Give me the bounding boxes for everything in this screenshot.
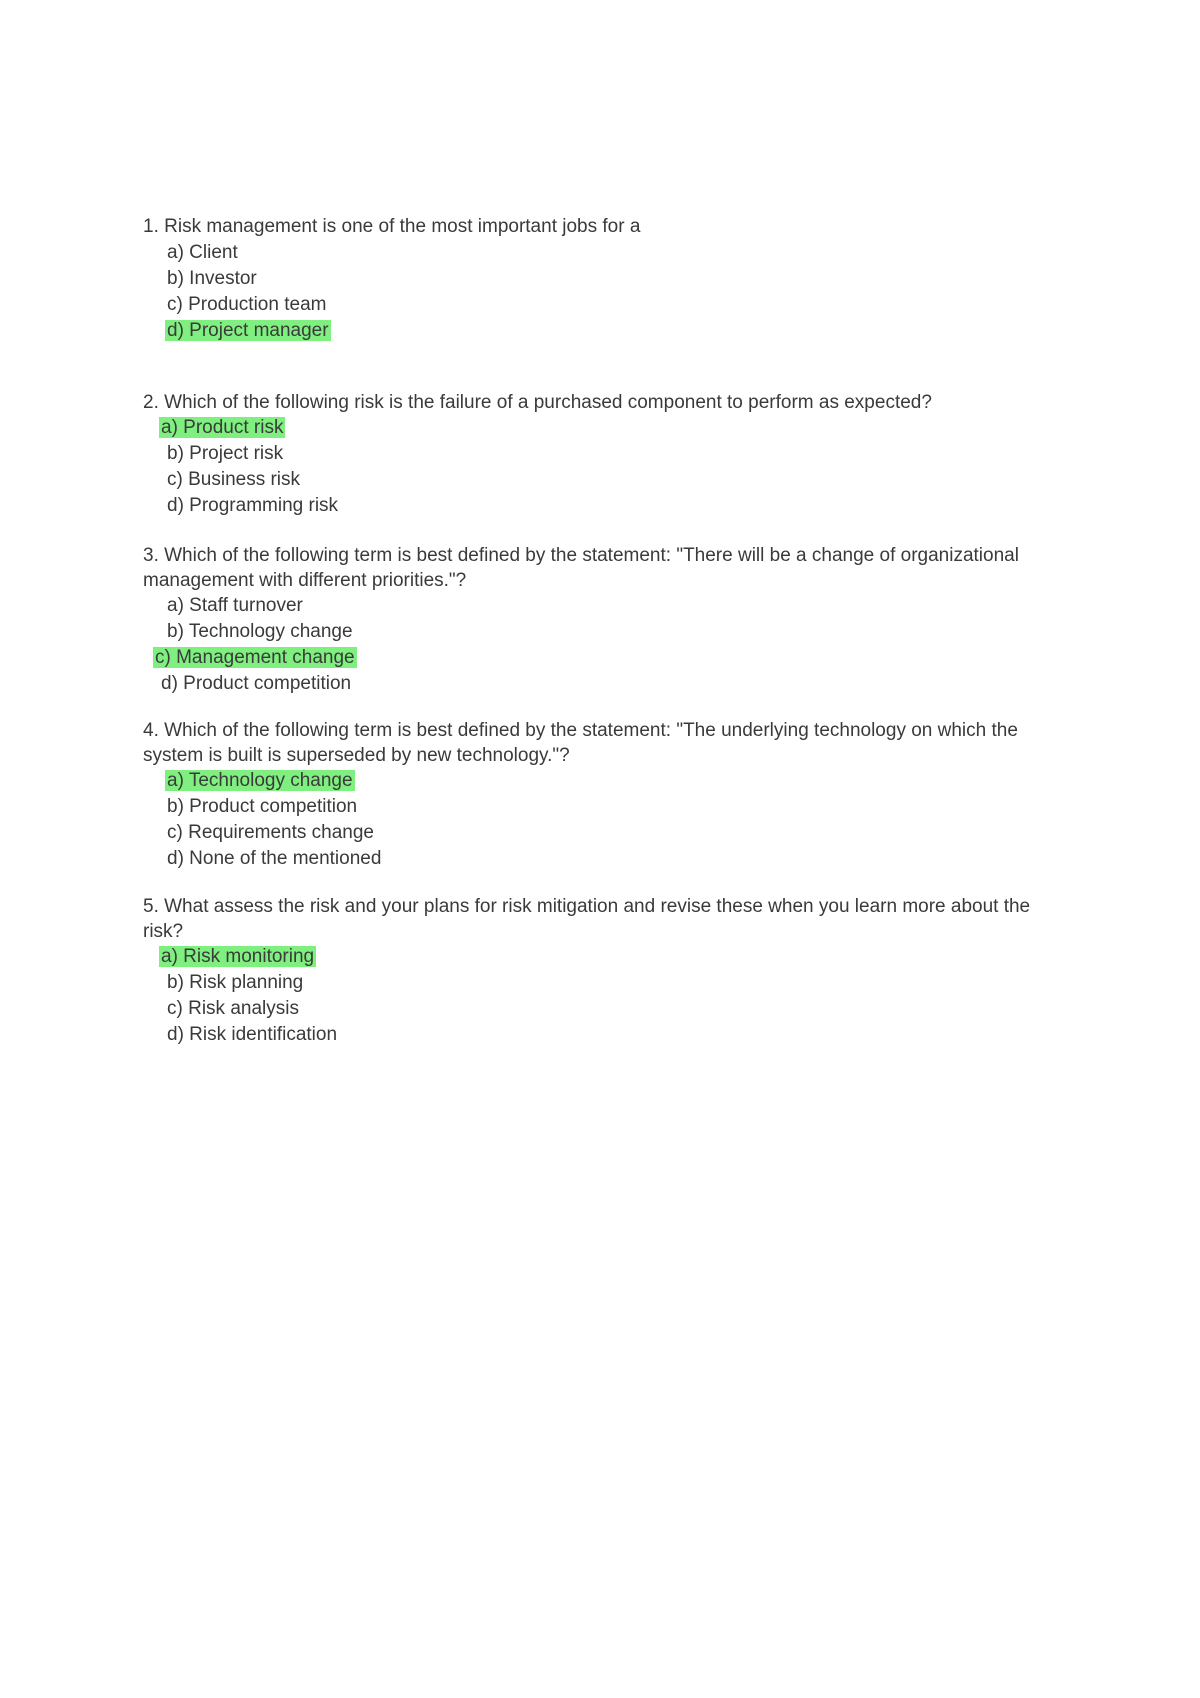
option-b: b) Investor bbox=[167, 268, 257, 289]
answer-highlight: a) Risk monitoring bbox=[161, 946, 315, 967]
option-c: c) Production team bbox=[167, 294, 327, 315]
option-d: d) Risk identification bbox=[167, 1024, 338, 1045]
question-2 bbox=[143, 390, 1073, 519]
option-b: b) Risk planning bbox=[167, 972, 304, 993]
option-a-answer bbox=[143, 944, 1073, 970]
question-stem: 5. What assess the risk and your plans for risk mitigation and revise these when you learn more about the risk? bbox=[143, 896, 1031, 942]
option-a-answer bbox=[143, 415, 1073, 441]
option-b: b) Project risk bbox=[167, 443, 284, 464]
option-c: c) Requirements change bbox=[167, 822, 374, 843]
answer-highlight: d) Project manager bbox=[167, 320, 329, 341]
option-c-answer bbox=[143, 645, 1073, 671]
option-d: d) Programming risk bbox=[167, 495, 339, 516]
option-b: b) Technology change bbox=[167, 621, 353, 642]
question-1 bbox=[143, 214, 1073, 344]
question-stem: 2. Which of the following risk is the failure of a purchased component to perform as expected? bbox=[143, 392, 932, 413]
question-stem: 4. Which of the following term is best defined by the statement: "The underlying technology on which the system is built is superseded by new technology."? bbox=[143, 720, 1018, 766]
option-a: a) Client bbox=[167, 242, 238, 263]
answer-highlight: a) Technology change bbox=[167, 770, 353, 791]
option-b: b) Product competition bbox=[167, 796, 358, 817]
option-c: c) Risk analysis bbox=[167, 998, 299, 1019]
option-a: a) Staff turnover bbox=[167, 595, 303, 616]
option-d: d) Product competition bbox=[161, 673, 352, 694]
question-5 bbox=[143, 894, 1073, 1048]
option-d: d) None of the mentioned bbox=[167, 848, 382, 869]
answer-highlight: a) Product risk bbox=[161, 417, 284, 438]
question-4 bbox=[143, 718, 1073, 872]
question-3 bbox=[143, 543, 1073, 697]
question-stem: 1. Risk management is one of the most important jobs for a bbox=[143, 216, 641, 237]
option-d-answer bbox=[143, 318, 1073, 344]
answer-highlight: c) Management change bbox=[155, 647, 355, 668]
option-a-answer bbox=[143, 768, 1073, 794]
question-stem: 3. Which of the following term is best defined by the statement: "There will be a change of organizational management with different priorities."? bbox=[143, 545, 1019, 591]
option-c: c) Business risk bbox=[167, 469, 301, 490]
